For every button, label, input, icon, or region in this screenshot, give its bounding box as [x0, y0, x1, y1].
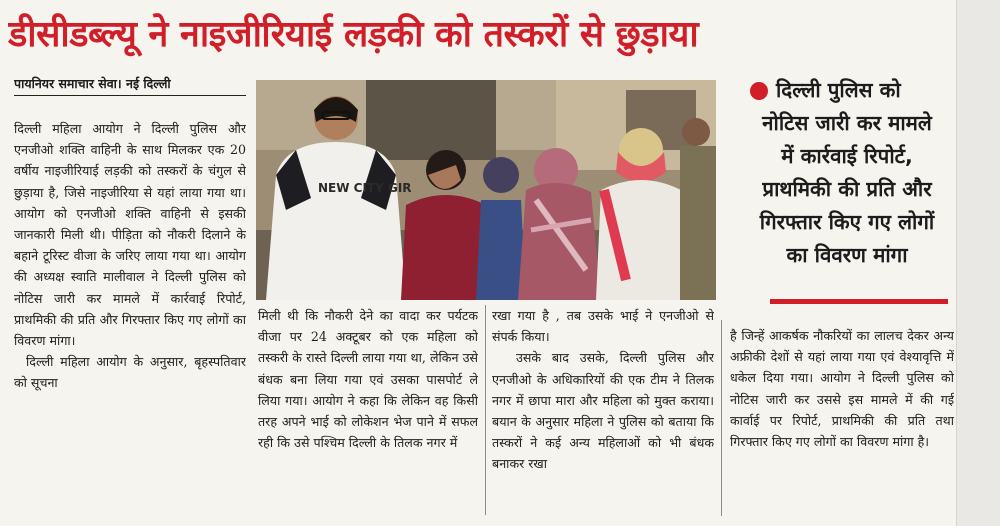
article-column-4 [730, 325, 954, 516]
pull-quote-line: में कार्रवाई रिपोर्ट, [781, 144, 913, 168]
column-divider [721, 320, 722, 516]
page-edge-margin [956, 0, 1000, 526]
article-column-3 [492, 305, 714, 516]
byline: पायनियर समाचार सेवा। नई दिल्ली [14, 74, 246, 96]
article-paragraph: रखा गया है , तब उसके भाई ने एनजीओ से संपर्क किया। [492, 308, 714, 345]
article-column-1 [14, 118, 246, 516]
pull-quote-line: प्राथमिकी की प्रति और [762, 177, 932, 201]
article-paragraph: उसके बाद उसके, दिल्ली पुलिस और एनजीओ के अधिकारियों की एक टीम ने तिलक नगर में छापा मारा और महिला को मुक्त कराया। बयान के अनुसार महिला ने पुलिस को बताया कि तस्करों ने कई अन्य महिलाओं को भी बंधक बनाकर रखा [492, 350, 714, 472]
column-divider [485, 305, 486, 515]
article-column-2 [258, 305, 478, 516]
article-paragraph: दिल्ली महिला आयोग ने दिल्ली पुलिस और एनजीओ शक्ति वाहिनी के साथ मिलकर एक 20 वर्षीय नाइजीरियाई लड़की को तस्करों के चंगुल से छुड़ाया है, जिसे नाइजीरिया से यहां लाया गया था। आयोग को एनजीओ शक्ति वाहिनी से इसकी जानकारी मिली थी। पीड़िता को नौकरी दिलाने के बहाने टूरिस्ट वीजा के जरिए लाया गया था। आयोग की अध्यक्ष स्वाति मालीवाल ने दिल्ली पुलिस को नोटिस जारी कर मामले में कार्रवाई रिपोर्ट, प्राथमिकी की प्रति और गिरफ्तार किए गए लोगों का विवरण मांगा। [14, 121, 246, 349]
shirt-print: NEW CITY GIR [318, 181, 412, 195]
article-paragraph: मिली थी कि नौकरी देने का वादा कर पर्यटक वीजा पर 24 अक्टूबर को एक महिला को तस्करी के रास्ते दिल्ली लाया गया था, लेकिन उसे बंधक बना लिया गया एवं उसका पासपोर्ट ले लिया गया। आयोग ने कहा कि लेकिन वह किसी तरह अपने भाई को लोकेशन भेज पाने में सफल रही कि उसे पश्चिम दिल्ली के तिलक नगर में [258, 308, 478, 451]
pull-quote-line: नोटिस जारी कर मामले [762, 111, 932, 135]
pull-quote-line: दिल्ली पुलिस को [776, 78, 901, 102]
pull-quote-line: का विवरण मांगा [786, 243, 908, 267]
pull-quote-line: गिरफ्तार किए गए लोगों [759, 210, 935, 234]
article-paragraph: दिल्ली महिला आयोग के अनुसार, बृहस्पतिवार को सूचना [14, 354, 246, 391]
pull-quote-divider [770, 299, 948, 304]
article-paragraph: है जिन्हें आकर्षक नौकरियों का लालच देकर अन्य अफ्रीकी देशों से यहां लाया गया एवं वेश्यावृत्ति में धकेल दिया गया। आयोग ने दिल्ली पुलिस को नोटिस जारी कर उससे इस मामले में की गई कार्वाई पर रिपोर्ट, प्राथमिकी की प्रति तथा गिरफ्तार किए गए लोगों का विवरण मांगा है। [730, 328, 954, 450]
rescued-women-photo [256, 80, 716, 300]
pull-quote [734, 74, 960, 304]
headline: डीसीडब्ल्यू ने नाइजीरियाई लड़की को तस्करों से छुड़ाया [8, 14, 699, 55]
news-photo [256, 80, 716, 300]
red-bullet-icon [750, 82, 768, 100]
